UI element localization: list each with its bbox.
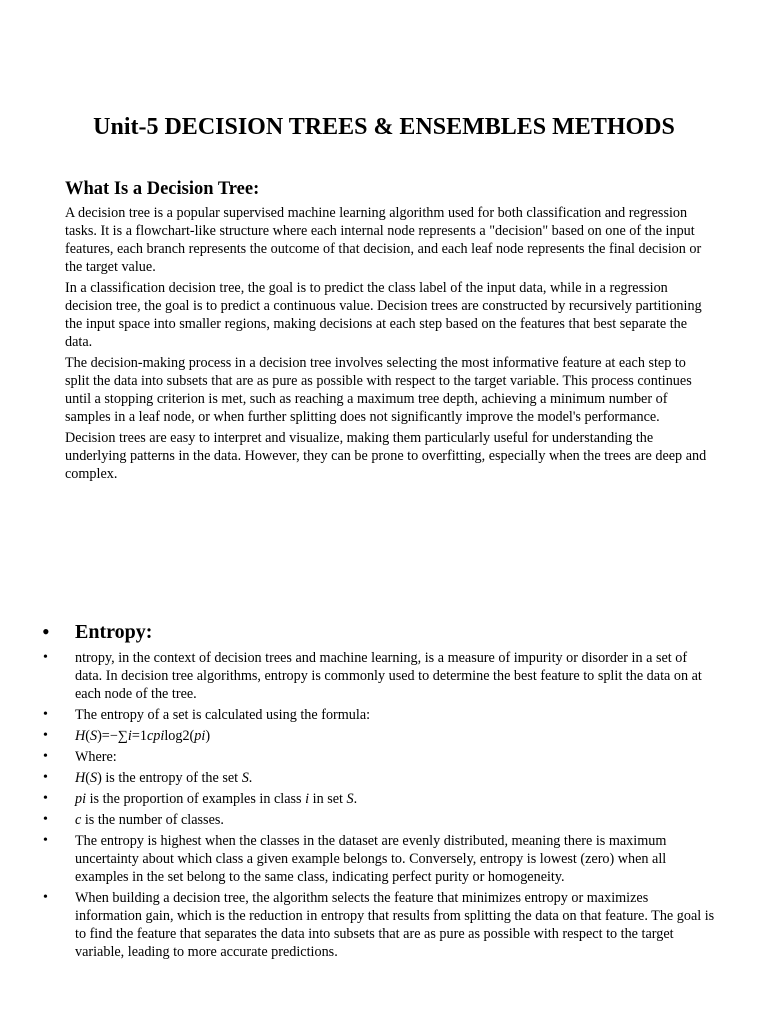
section-heading-decision-tree: What Is a Decision Tree: xyxy=(65,179,260,199)
def-pi-text: is the proportion of examples in class xyxy=(86,791,306,807)
building-tree-text: When building a decision tree, the algorithm selects the feature that minimizes entropy or maximizes information gain, which is the reduction in entropy that results from splitting the data on that feature. The goal is to find the feature that separates the data into subsets that are as pure as possible with respect to the target variable, leading to more accurate predictions. xyxy=(75,890,715,960)
def-h-s2: S xyxy=(241,770,249,786)
def-c-text: is the number of classes. xyxy=(81,812,224,828)
formula-s: S xyxy=(89,728,98,744)
entropy-formula: H(S)=−∑i=1cpilog2(pi) xyxy=(75,728,211,744)
list-item xyxy=(0,619,768,645)
def-h-text: ) is the entropy of the set xyxy=(97,770,242,786)
def-pi-s: S xyxy=(346,791,354,807)
paragraph: In a classification decision tree, the goal is to predict the class label of the input data, while in a regression decision tree, the goal is to predict a continuous value. Decision trees are constructed by recursively partitioning the input space into smaller regions, making decisions at each step based on the features that best separate the data. xyxy=(65,280,702,350)
bullet-icon: • xyxy=(43,650,48,665)
formula-cpi: cpi xyxy=(146,728,165,744)
list-item xyxy=(0,649,768,703)
bullet-icon: • xyxy=(43,728,48,743)
bullet-icon: • xyxy=(43,770,48,785)
bullet-icon: • xyxy=(42,619,50,644)
def-h-s: S xyxy=(89,770,98,786)
list-item xyxy=(0,769,768,787)
list-item xyxy=(0,832,768,886)
section-heading-entropy: Entropy: xyxy=(75,621,153,643)
document-title: Unit-5 DECISION TREES & ENSEMBLES METHODS xyxy=(93,114,675,140)
def-h-symbol: H xyxy=(75,770,86,786)
formula-i: i xyxy=(127,728,132,744)
entropy-bullet-list xyxy=(0,619,768,964)
formula-log: log2( xyxy=(164,728,195,744)
list-item xyxy=(0,706,768,724)
bullet-icon: • xyxy=(43,833,48,848)
decision-tree-body xyxy=(65,204,710,486)
bullet-icon: • xyxy=(43,791,48,806)
bullet-icon: • xyxy=(43,707,48,722)
formula-intro-text: The entropy of a set is calculated using the formula: xyxy=(75,707,371,723)
definition-h: H(S) is the entropy of the set S. xyxy=(75,770,253,786)
formula-eq1: =1 xyxy=(131,728,147,744)
list-item xyxy=(0,727,768,745)
bullet-icon: • xyxy=(43,749,48,764)
def-pi-text2: in set xyxy=(309,791,347,807)
formula-mid: )=−∑ xyxy=(97,728,128,744)
def-pi-symbol: pi xyxy=(75,791,87,807)
paragraph: A decision tree is a popular supervised machine learning algorithm used for both classification and regression tasks. It is a flowchart-like structure where each internal node represents a "decision" based on one of the input features, each branch represents the outcome of that decision, and each leaf node represents the final decision or the target value. xyxy=(65,205,702,275)
bullet-icon: • xyxy=(43,812,48,827)
paragraph: The decision-making process in a decision tree involves selecting the most informative feature at each step to split the data into subsets that are as pure as possible with respect to the target variable. This process continues until a stopping criterion is met, such as reaching a maximum tree depth, achieving a minimum number of samples in a leaf node, or when further splitting does not significantly improve the model's performance. xyxy=(65,355,692,425)
entropy-intro-text: ntropy, in the context of decision trees and machine learning, is a measure of impurity or disorder in a set of data. In decision tree algorithms, entropy is commonly used to determine the best feature to split the data on at each node of the tree. xyxy=(75,650,702,702)
list-item xyxy=(0,790,768,808)
formula-pi: pi xyxy=(194,728,206,744)
paragraph: Decision trees are easy to interpret and visualize, making them particularly useful for understanding the underlying patterns in the data. However, they can be prone to overfitting, especially when the trees are deep and complex. xyxy=(65,430,707,482)
bullet-icon: • xyxy=(43,890,48,905)
formula-close: ) xyxy=(205,728,211,744)
def-pi-end: . xyxy=(353,791,358,807)
entropy-highest-text: The entropy is highest when the classes in the dataset are evenly distributed, meaning there is maximum uncertainty about which class a given example belongs to. Conversely, entropy is lowest (zero) when all examples in the set belong to the same class, indicating perfect purity or homogeneity. xyxy=(75,833,667,885)
list-item xyxy=(0,811,768,829)
list-item xyxy=(0,889,768,961)
list-item xyxy=(0,748,768,766)
def-c-symbol: c xyxy=(75,812,82,828)
definition-c xyxy=(75,812,224,828)
def-h-end: . xyxy=(248,770,253,786)
where-text: Where: xyxy=(75,749,117,765)
def-pi-i: i xyxy=(305,791,310,807)
definition-pi xyxy=(75,791,357,807)
formula-h: H xyxy=(75,728,86,744)
